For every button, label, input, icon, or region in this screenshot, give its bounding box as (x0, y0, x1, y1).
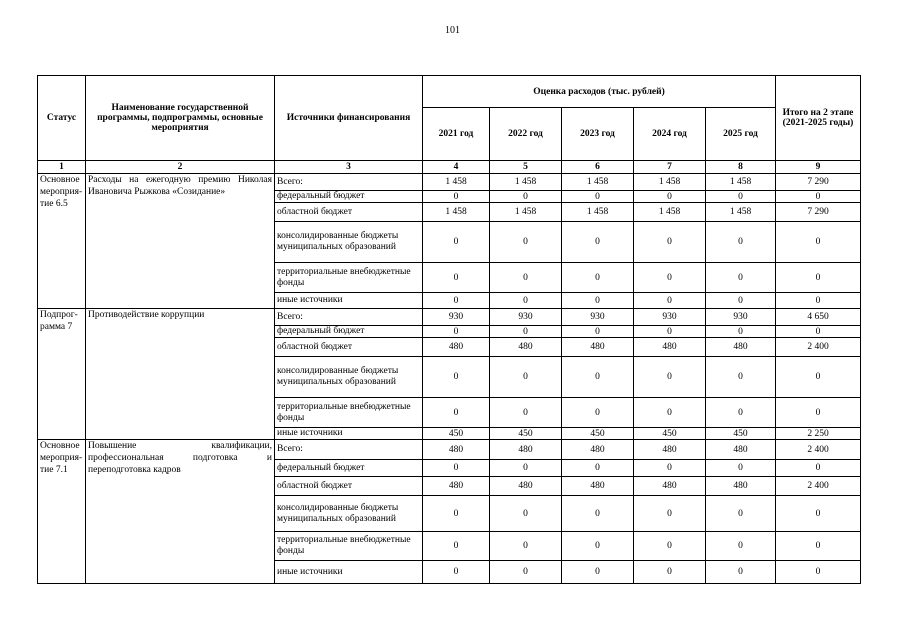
row-year-value: 0 (423, 460, 490, 477)
row-year-value: 480 (490, 477, 562, 496)
row-year-value: 480 (423, 338, 490, 357)
row-source: федеральный бюджет (275, 460, 423, 477)
row-year-value: 0 (423, 496, 490, 532)
header-sources: Источники финансирования (275, 76, 423, 161)
row-year-value: 1 458 (706, 203, 776, 222)
row-total-value: 0 (776, 532, 861, 561)
row-source: иные источники (275, 428, 423, 440)
row-total-value: 2 400 (776, 440, 861, 460)
row-year-value: 0 (706, 561, 776, 584)
row-year-value: 0 (423, 532, 490, 561)
row-year-value: 0 (423, 293, 490, 309)
row-year-value: 0 (423, 191, 490, 203)
row-year-value: 0 (706, 326, 776, 338)
row-year-value: 0 (634, 191, 706, 203)
row-year-value: 0 (634, 263, 706, 293)
row-status: Подпрог-рамма 7 (38, 309, 86, 440)
column-number: 8 (706, 161, 776, 174)
row-year-value: 0 (490, 561, 562, 584)
row-total-value: 0 (776, 561, 861, 584)
table-row (38, 174, 861, 191)
row-total-value: 0 (776, 326, 861, 338)
row-year-value: 0 (490, 263, 562, 293)
page-number: 101 (445, 25, 460, 36)
header-status: Статус (38, 76, 86, 161)
row-name: Расходы на ежегодную премию Николая Ивановича Рыжкова «Созидание» (86, 174, 275, 309)
row-total-value: 0 (776, 263, 861, 293)
header-estimate: Оценка расходов (тыс. рублей) (423, 76, 776, 108)
row-year-value: 1 458 (562, 174, 634, 191)
row-year-value: 480 (562, 338, 634, 357)
row-name: Повышение квалификации, профессиональная подготовка и переподготовка кадров (86, 440, 275, 584)
row-year-value: 0 (706, 263, 776, 293)
column-number: 4 (423, 161, 490, 174)
row-source: областной бюджет (275, 338, 423, 357)
row-year-value: 480 (490, 440, 562, 460)
row-year-value: 480 (562, 440, 634, 460)
row-total-value: 0 (776, 398, 861, 428)
row-name: Противодействие коррупции (86, 309, 275, 440)
row-year-value: 0 (490, 398, 562, 428)
row-total-value: 0 (776, 357, 861, 398)
row-year-value: 0 (562, 357, 634, 398)
row-source: территориальные внебюджетные фонды (275, 398, 423, 428)
row-year-value: 0 (562, 561, 634, 584)
row-year-value: 1 458 (706, 174, 776, 191)
row-source: территориальные внебюджетные фонды (275, 532, 423, 561)
row-year-value: 0 (562, 398, 634, 428)
row-total-value: 0 (776, 460, 861, 477)
row-year-value: 0 (706, 460, 776, 477)
row-year-value: 480 (490, 338, 562, 357)
header-year: 2025 год (706, 108, 776, 161)
row-total-value: 2 400 (776, 477, 861, 496)
row-source: консолидированные бюджеты муниципальных образований (275, 496, 423, 532)
row-year-value: 0 (490, 496, 562, 532)
row-year-value: 0 (423, 357, 490, 398)
row-year-value: 480 (562, 477, 634, 496)
row-year-value: 0 (706, 222, 776, 263)
row-source: консолидированные бюджеты муниципальных образований (275, 222, 423, 263)
row-year-value: 0 (634, 460, 706, 477)
row-year-value: 1 458 (490, 174, 562, 191)
row-year-value: 930 (562, 309, 634, 326)
row-source: Всего: (275, 174, 423, 191)
row-year-value: 1 458 (423, 203, 490, 222)
row-source: федеральный бюджет (275, 191, 423, 203)
row-year-value: 0 (562, 222, 634, 263)
row-source: федеральный бюджет (275, 326, 423, 338)
row-year-value: 0 (634, 398, 706, 428)
row-year-value: 1 458 (562, 203, 634, 222)
row-year-value: 0 (634, 357, 706, 398)
row-year-value: 0 (562, 191, 634, 203)
column-number: 3 (275, 161, 423, 174)
row-year-value: 1 458 (423, 174, 490, 191)
row-year-value: 0 (562, 496, 634, 532)
row-year-value: 0 (706, 496, 776, 532)
row-year-value: 0 (634, 532, 706, 561)
row-total-value: 0 (776, 191, 861, 203)
row-year-value: 930 (490, 309, 562, 326)
budget-table (37, 75, 861, 584)
row-year-value: 1 458 (634, 174, 706, 191)
row-year-value: 450 (562, 428, 634, 440)
row-year-value: 450 (706, 428, 776, 440)
row-year-value: 0 (423, 398, 490, 428)
row-year-value: 0 (706, 357, 776, 398)
column-number: 2 (86, 161, 275, 174)
row-year-value: 0 (423, 326, 490, 338)
row-year-value: 450 (490, 428, 562, 440)
row-total-value: 7 290 (776, 203, 861, 222)
row-total-value: 4 650 (776, 309, 861, 326)
row-total-value: 2 400 (776, 338, 861, 357)
table-row (38, 440, 861, 460)
row-status: Основное мероприя-тие 6.5 (38, 174, 86, 309)
row-year-value: 0 (490, 293, 562, 309)
row-year-value: 0 (490, 532, 562, 561)
header-year: 2023 год (562, 108, 634, 161)
row-year-value: 0 (562, 532, 634, 561)
row-year-value: 0 (706, 191, 776, 203)
row-year-value: 0 (423, 222, 490, 263)
table-row (38, 309, 861, 326)
header-year: 2022 год (490, 108, 562, 161)
row-year-value: 1 458 (634, 203, 706, 222)
column-number: 7 (634, 161, 706, 174)
row-year-value: 480 (423, 477, 490, 496)
header-year: 2024 год (634, 108, 706, 161)
row-year-value: 0 (634, 326, 706, 338)
header-year: 2021 год (423, 108, 490, 161)
row-year-value: 0 (490, 326, 562, 338)
row-year-value: 0 (634, 222, 706, 263)
row-year-value: 0 (490, 191, 562, 203)
row-year-value: 480 (634, 477, 706, 496)
header-total: Итого на 2 этапе (2021-2025 годы) (776, 76, 861, 161)
row-source: территориальные внебюджетные фонды (275, 263, 423, 293)
row-total-value: 0 (776, 293, 861, 309)
row-source: иные источники (275, 561, 423, 584)
row-year-value: 1 458 (490, 203, 562, 222)
row-total-value: 0 (776, 496, 861, 532)
row-status: Основное мероприя-тие 7.1 (38, 440, 86, 584)
row-year-value: 0 (562, 326, 634, 338)
row-total-value: 0 (776, 222, 861, 263)
column-number: 1 (38, 161, 86, 174)
row-year-value: 0 (634, 293, 706, 309)
column-number: 5 (490, 161, 562, 174)
row-year-value: 0 (706, 398, 776, 428)
row-year-value: 0 (490, 460, 562, 477)
row-year-value: 480 (634, 338, 706, 357)
row-year-value: 480 (706, 440, 776, 460)
row-source: Всего: (275, 309, 423, 326)
row-total-value: 2 250 (776, 428, 861, 440)
row-year-value: 0 (634, 496, 706, 532)
row-year-value: 450 (423, 428, 490, 440)
row-year-value: 0 (706, 293, 776, 309)
row-year-value: 480 (706, 477, 776, 496)
row-year-value: 0 (562, 293, 634, 309)
row-year-value: 0 (634, 561, 706, 584)
row-year-value: 480 (634, 440, 706, 460)
header-name: Наименование государственной программы, подпрограммы, основные мероприятия (86, 76, 275, 161)
row-year-value: 0 (423, 561, 490, 584)
row-year-value: 930 (634, 309, 706, 326)
column-number: 6 (562, 161, 634, 174)
row-year-value: 480 (423, 440, 490, 460)
row-year-value: 0 (423, 263, 490, 293)
row-total-value: 7 290 (776, 174, 861, 191)
row-source: иные источники (275, 293, 423, 309)
row-source: областной бюджет (275, 477, 423, 496)
row-year-value: 0 (706, 532, 776, 561)
row-year-value: 0 (490, 222, 562, 263)
row-year-value: 480 (706, 338, 776, 357)
column-number: 9 (776, 161, 861, 174)
row-year-value: 0 (562, 460, 634, 477)
row-year-value: 0 (490, 357, 562, 398)
row-year-value: 0 (562, 263, 634, 293)
row-source: областной бюджет (275, 203, 423, 222)
row-year-value: 930 (423, 309, 490, 326)
row-source: Всего: (275, 440, 423, 460)
row-source: консолидированные бюджеты муниципальных образований (275, 357, 423, 398)
row-year-value: 930 (706, 309, 776, 326)
row-year-value: 450 (634, 428, 706, 440)
